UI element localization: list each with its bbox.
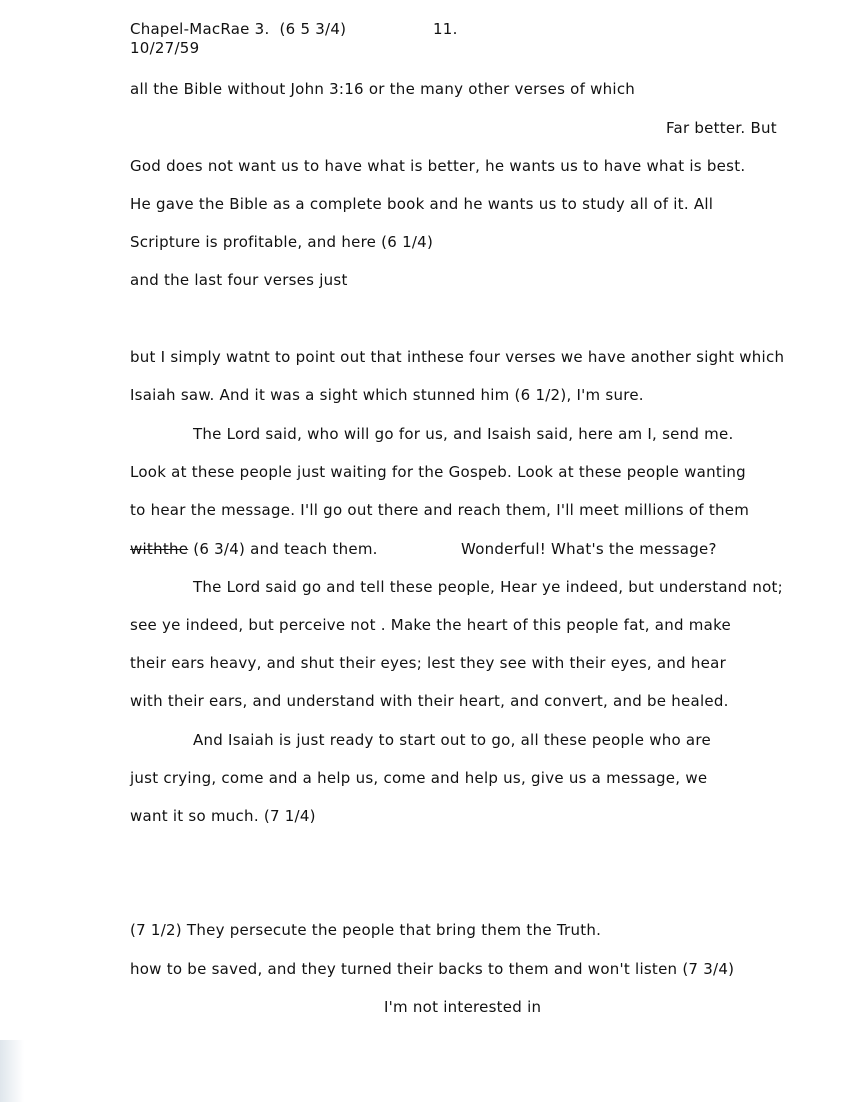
text-line-4: He gave the Bible as a complete book and he wants us to study all of it. All: [130, 195, 714, 213]
text-line-10: Look at these people just waiting for the Gospeb. Look at these people wanting: [130, 463, 746, 481]
text-line-16: with their ears, and understand with their heart, and convert, and be healed.: [130, 692, 729, 710]
page-number: 11.: [433, 20, 458, 38]
text-line-17: And Isaiah is just ready to start out to go, all these people who are: [193, 731, 711, 749]
text-line-22: I'm not interested in: [384, 998, 542, 1016]
text-line-20: (7 1/2) They persecute the people that bring them the Truth.: [130, 921, 602, 939]
text-line-1: all the Bible without John 3:16 or the many other verses of which: [130, 80, 636, 98]
scan-edge-shadow: [0, 1040, 24, 1102]
text-line-19: want it so much. (7 1/4): [130, 807, 316, 825]
text-line-13: The Lord said go and tell these people, Hear ye indeed, but understand not;: [193, 578, 783, 596]
text-line-21: how to be saved, and they turned their backs to them and won't listen (7 3/4): [130, 960, 735, 978]
text-line-18: just crying, come and a help us, come and help us, give us a message, we: [130, 769, 708, 787]
text-line-12b: Wonderful! What's the message?: [461, 540, 717, 558]
struck-text: withthe: [130, 540, 189, 558]
text-line-11: to hear the message. I'll go out there and reach them, I'll meet millions of them: [130, 501, 750, 519]
text-line-7: but I simply watnt to point out that inthese four verses we have another sight which: [130, 348, 785, 366]
text-line-12-rest: (6 3/4) and teach them.: [188, 540, 378, 558]
text-line-14: see ye indeed, but perceive not . Make the heart of this people fat, and make: [130, 616, 731, 634]
header-tape-ref: (6 5 3/4): [279, 20, 347, 38]
text-line-8: Isaiah saw. And it was a sight which stunned him (6 1/2), I'm sure.: [130, 386, 644, 404]
text-line-12: [130, 540, 378, 558]
text-line-6: and the last four verses just: [130, 271, 348, 289]
header-title: Chapel-MacRae 3.: [130, 20, 270, 38]
text-line-2: Far better. But: [666, 119, 777, 137]
text-line-5: Scripture is profitable, and here (6 1/4): [130, 233, 434, 251]
text-line-15: their ears heavy, and shut their eyes; lest they see with their eyes, and hear: [130, 654, 727, 672]
text-line-3: God does not want us to have what is better, he wants us to have what is best.: [130, 157, 746, 175]
text-line-9: The Lord said, who will go for us, and Isaish said, here am I, send me.: [193, 425, 734, 443]
header-date: 10/27/59: [130, 39, 200, 57]
header-title-line: [130, 20, 346, 38]
